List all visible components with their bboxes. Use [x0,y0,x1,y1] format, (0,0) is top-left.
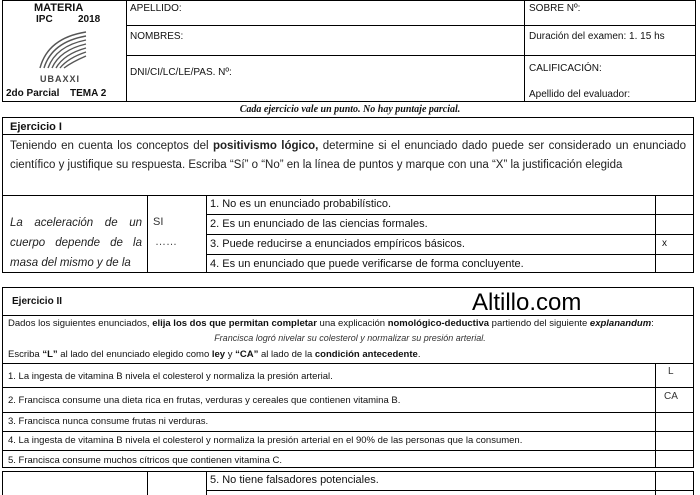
ej2-item-3[interactable]: 3. Francisca nunca consume frutas ni verduras. [8,416,209,427]
ej2-intro-bold2: nomológico-deductiva [387,318,490,329]
ubaxxi-logo-icon [34,28,94,70]
nombres-field[interactable]: NOMBRES: [130,31,184,42]
year-label: 2018 [78,14,101,25]
ej2-instr-e: al lado de la [258,349,315,360]
ej1-option-2[interactable]: 2. Es un enunciado de las ciencias formales. [210,218,428,230]
parcial-label: 2do Parcial [6,88,60,99]
logo-block [4,2,124,100]
ej2-intro-explanandum-word: explanandum [589,318,652,329]
ej1-intro-part-a: Teniendo en cuenta los conceptos del [10,140,213,152]
ej1-intro-part-b: determine si el enunciado dado puede ser considerado un enunciado científico y justifique su respuesta. Escriba “Sí” o “No” en la línea de puntos y marque con una “X” la justificación elegida [10,140,686,171]
sobre-field[interactable]: SOBRE Nº: [529,3,581,14]
ipc-label: IPC [36,14,53,25]
ej1-mark-3[interactable]: x [662,238,667,249]
tema-label: TEMA 2 [70,88,107,99]
dni-field[interactable]: DNI/CI/LC/LE/PAS. Nº: [130,67,232,78]
calificacion-field[interactable]: CALIFICACIÓN: [529,63,602,74]
ej2-item-4[interactable]: 4. La ingesta de vitamina B nivela el colesterol y normaliza la presión arterial en el 90% de las personas que la consumen. [8,435,523,446]
ej2-mark-1[interactable]: L [668,366,674,377]
ej2-instructions [8,349,420,360]
materia-label: MATERIA [34,2,84,14]
ej1-intro-bold: positivismo lógico, [212,140,319,152]
ej2-instr-a: Escriba [8,349,43,360]
ej2-instr-f: . [417,349,421,360]
evaluador-field[interactable]: Apellido del evaluador: [529,89,631,100]
ej2-intro [8,318,692,329]
ej2-item-1[interactable]: 1. La ingesta de vitamina B nivela el colesterol y normaliza la presión arterial. [8,371,333,382]
ej1-option-3[interactable]: 3. Puede reducirse a enunciados empíricos básicos. [210,238,465,250]
ej1-title: Ejercicio I [10,121,62,133]
watermark: Altillo.com [472,289,582,316]
ej1-option-1[interactable]: 1. No es un enunciado probabilístico. [210,198,392,210]
ej2-intro-bold1: elija los dos que permitan completar [152,318,317,329]
ej2-intro-d: : [651,318,654,329]
ej2-instr-b2: ley [211,349,226,360]
ej1-answer[interactable]: SI [153,216,164,228]
ej2-instr-c: al lado del enunciado elegido como [57,349,212,360]
ej2-title: Ejercicio II [12,296,63,307]
ej2-instr-b3: “CA” [235,349,259,360]
ej2-intro-c: partiendo del siguiente [489,318,590,329]
ej2-item-5[interactable]: 5. Francisca consume muchos cítricos que contienen vitamina C. [8,455,283,466]
scoring-notice: Cada ejercicio vale un punto. No hay puntaje parcial. [239,104,461,115]
ej2-instr-d: y [225,349,236,360]
ej2-instr-b1: “L” [42,349,58,360]
ej2-item-2[interactable]: 2. Francisca consume una dieta rica en frutas, verduras y cereales que contienen vitamina B. [8,395,401,406]
ej1-answer-dots: …… [155,236,177,248]
ej1-statement: La aceleración de un cuerpo depende de la masa del mismo y de la [10,217,142,269]
duracion-label: Duración del examen: 1. 15 hs [529,31,665,42]
ej2-intro-a: Dados los siguientes enunciados, [8,318,153,329]
ej1-option-4[interactable]: 4. Es un enunciado que puede verificarse de forma concluyente. [210,258,524,270]
ubaxxi-label: UBAXXI [40,74,81,84]
ej2-instr-b4: condición antecedente [314,349,418,360]
footer-option-5[interactable]: 5. No tiene falsadores potenciales. [210,474,379,486]
ej2-mark-2[interactable]: CA [664,391,678,402]
ej1-intro [10,137,686,175]
ej2-intro-b: una explicación [316,318,388,329]
ej2-explanandum: Francisca logró nivelar su colesterol y normalizar su presión arterial. [214,333,486,343]
apellido-field[interactable]: APELLIDO: [130,3,182,14]
